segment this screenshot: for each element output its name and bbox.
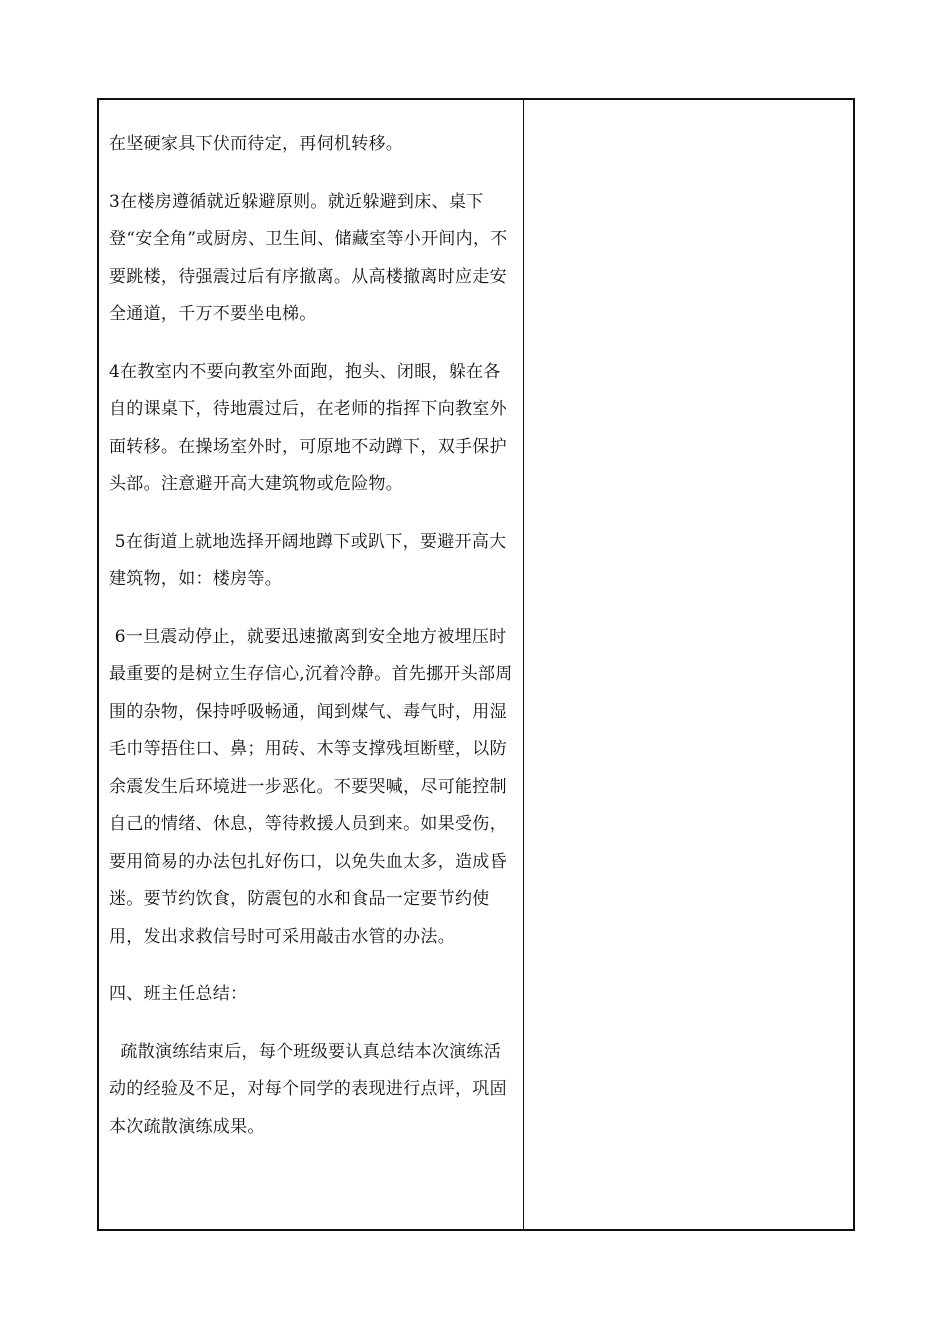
- section-heading-summary: 四、班主任总结：: [109, 984, 248, 1004]
- paragraph-building-rule: 3在楼房遵循就近躲避原则。就近躲避到床、桌下登“安全角”或厨房、卫生间、储藏室等小开间内，不要跳楼，待强震过后有序撤离。从高楼撤离时应走安全通道，千万不要坐电梯。: [109, 191, 508, 324]
- paragraph-summary: 疏散演练结束后，每个班级要认真总结本次演练活动的经验及不足，对每个同学的表现进行点评，巩固本次疏散演练成果。: [109, 1041, 507, 1137]
- paragraph-street-rule: 5在街道上就地选择开阔地蹲下或趴下，要避开高大建筑物，如：楼房等。: [109, 531, 507, 589]
- content-table: [97, 98, 855, 1231]
- table-cell-content: [99, 100, 524, 1229]
- paragraph-transfer: 在坚硬家具下伏而待定，再伺机转移。: [109, 134, 404, 154]
- table-cell-empty: [524, 100, 853, 1229]
- paragraph-classroom-rule: 4在教室内不要向教室外面跑，抱头、闭眼，躲在各自的课桌下，待地震过后，在老师的指挥下向教室外面转移。在操场室外时，可原地不动蹲下，双手保护头部。注意避开高大建筑物或危险物。: [109, 361, 507, 494]
- paragraph-after-quake: 6一旦震动停止，就要迅速撤离到安全地方被埋压时最重要的是树立生存信心,沉着冷静。首先挪开头部周围的杂物，保持呼吸畅通，闻到煤气、毒气时，用湿毛巾等捂住口、鼻；用砖、木等支撑残垣断壁，以防余震发生后环境进一步恶化。不要哭喊，尽可能控制自己的情绪、休息，等待救援人员到来。如果受伤，要用简易的办法包扎好伤口，以免失血太多，造成昏迷。要节约饮食，防震包的水和食品一定要节约使用，发出求救信号时可采用敲击水管的办法。: [109, 626, 513, 947]
